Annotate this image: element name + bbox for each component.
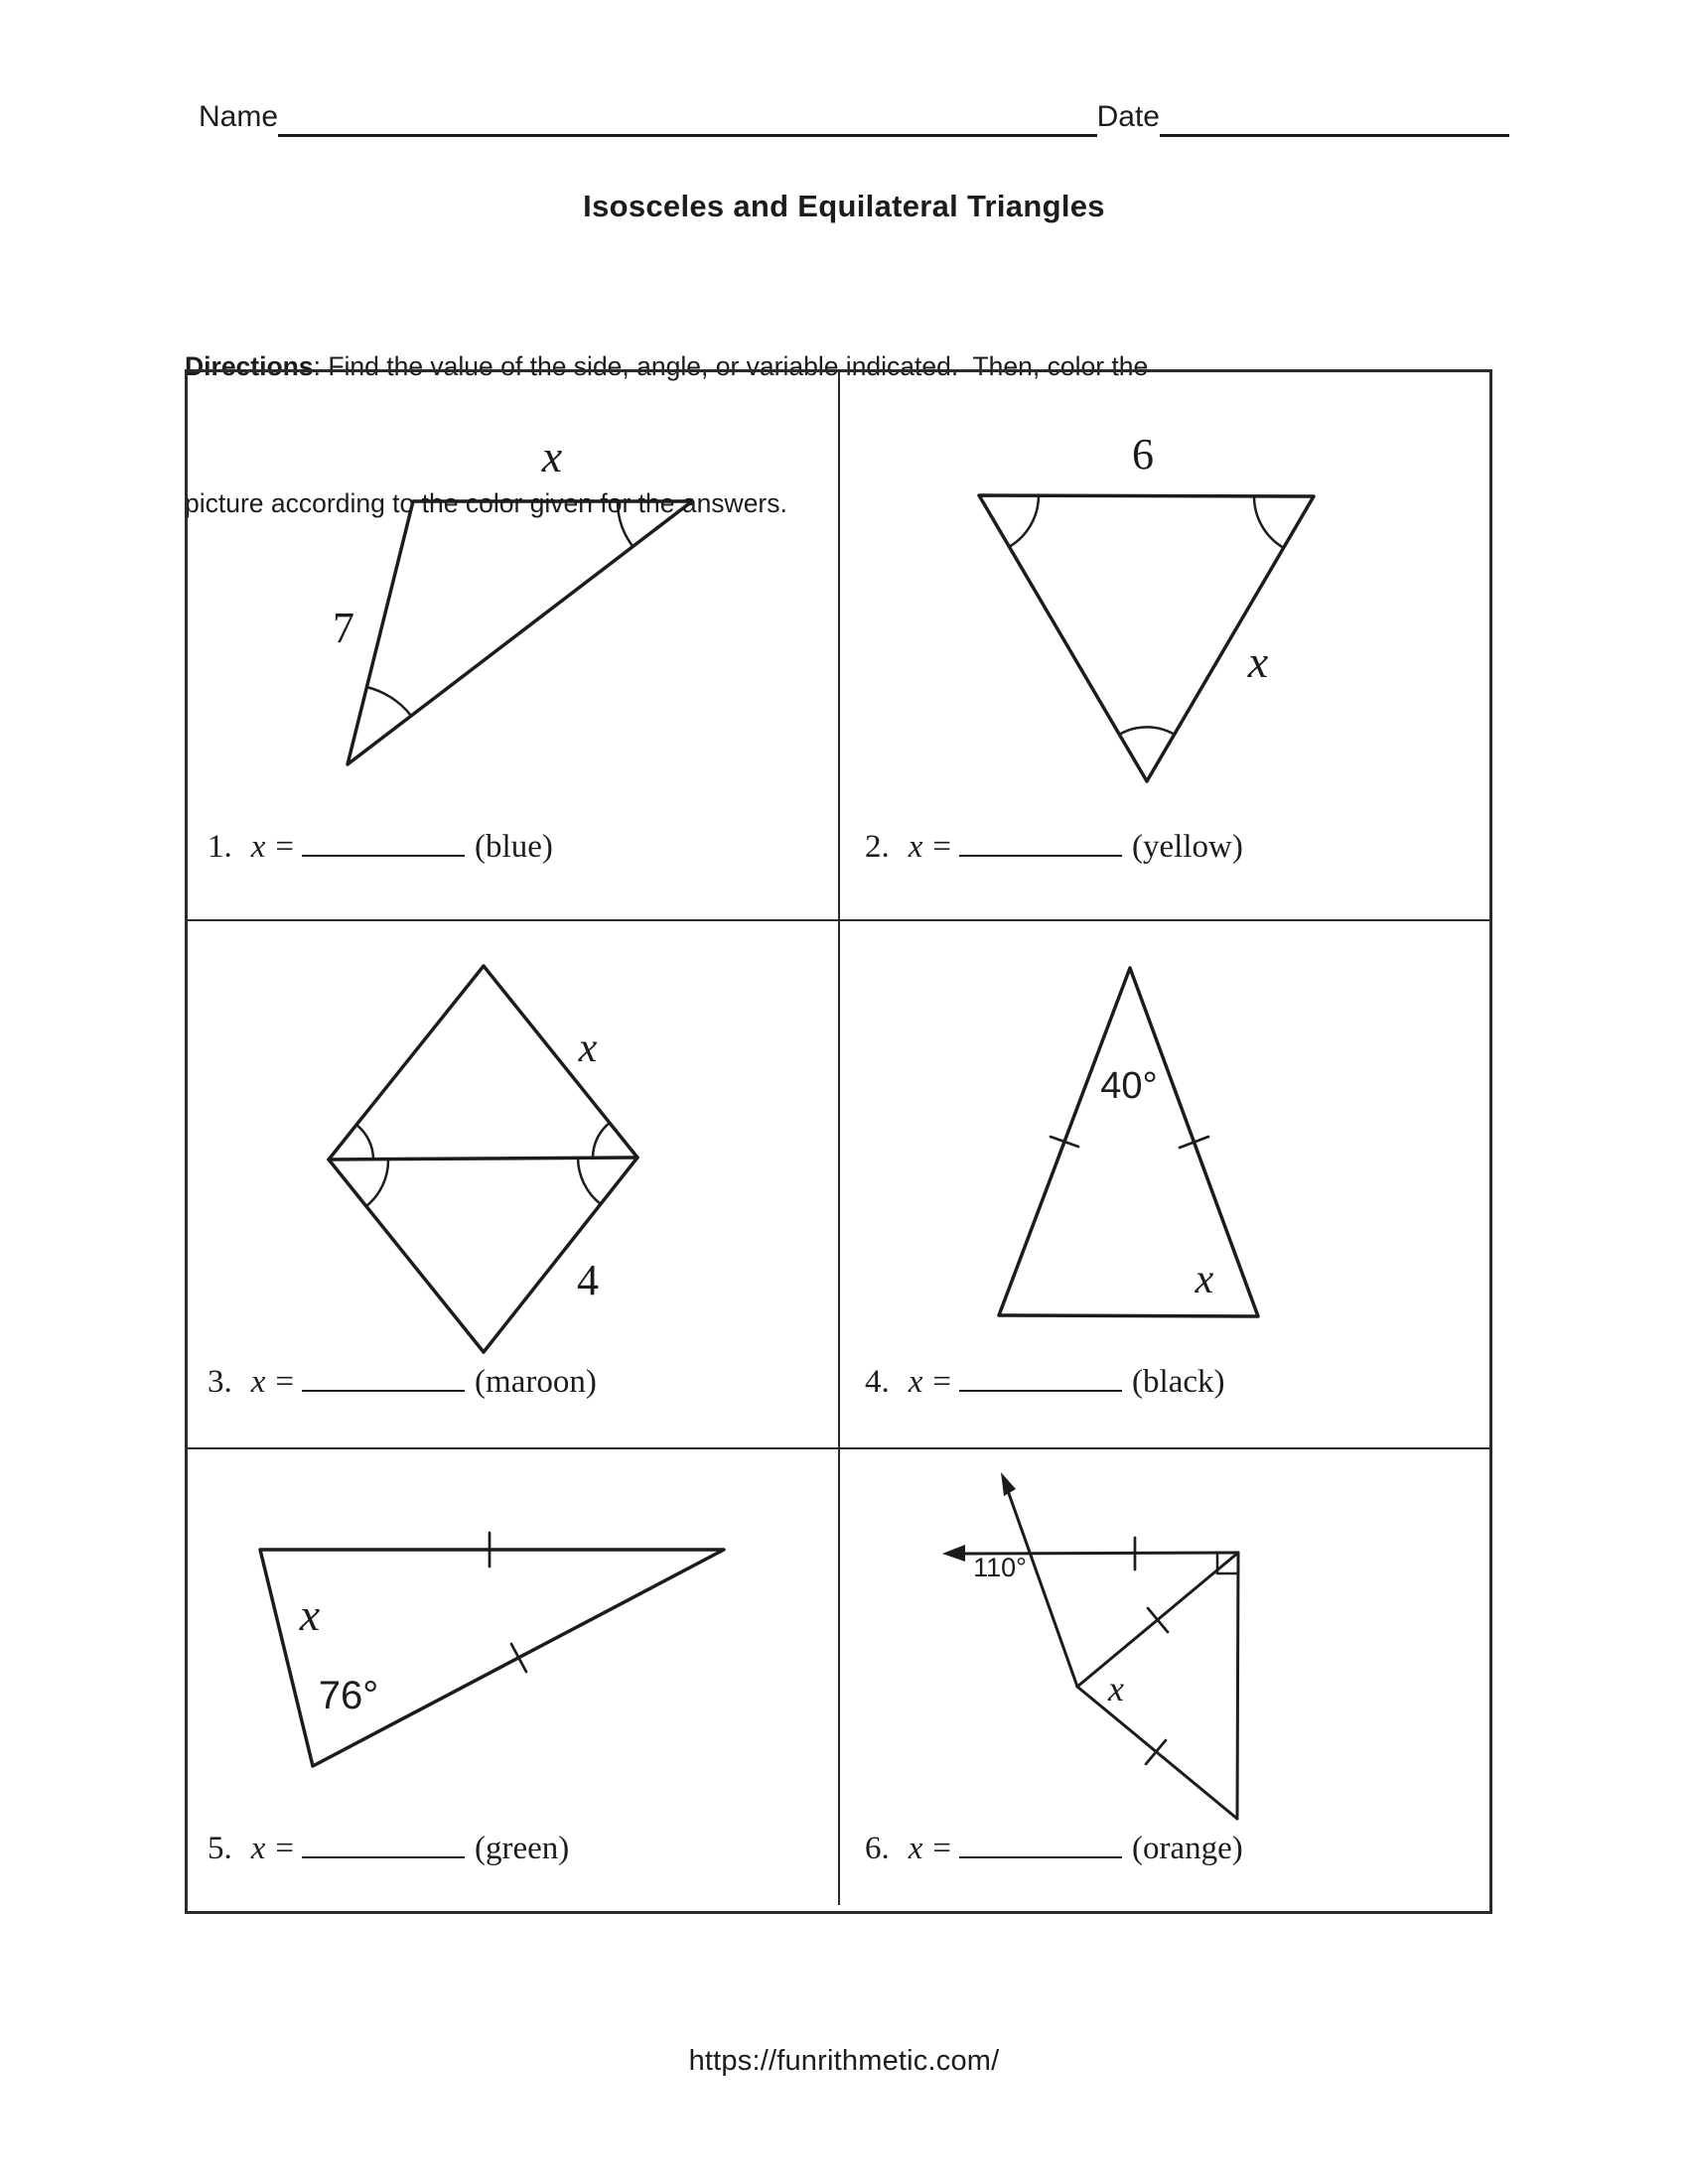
angle-arc-top-left — [1009, 495, 1039, 547]
equals-sign: = — [932, 1831, 952, 1866]
problem-3-answer-line — [208, 1364, 597, 1401]
answer-blank[interactable] — [302, 1846, 465, 1858]
exterior-angle-label: 110° — [973, 1553, 1027, 1582]
equals-sign: = — [275, 829, 295, 865]
problem-cell-4 — [840, 921, 1489, 1447]
answer-blank[interactable] — [302, 845, 465, 857]
date-blank[interactable] — [1160, 126, 1509, 137]
name-label: Name — [199, 100, 279, 133]
date-label: Date — [1096, 100, 1160, 133]
color-label: (green) — [475, 1831, 570, 1866]
color-label: (yellow) — [1132, 829, 1243, 865]
vertical-side — [1237, 1553, 1238, 1819]
angle-label-76: 76° — [318, 1674, 379, 1717]
problem-number: 6. — [865, 1831, 890, 1866]
side-label-x: x — [1247, 636, 1269, 687]
variable-x: x — [908, 1364, 923, 1400]
variable-x: x — [250, 829, 266, 865]
angle-arc-upper-right — [593, 1123, 610, 1158]
problem-cell-6 — [840, 1449, 1489, 1905]
problem-number: 3. — [208, 1364, 232, 1400]
problem-2-answer-line — [865, 829, 1243, 866]
problem-number: 5. — [208, 1831, 232, 1866]
side-label-x: x — [578, 1025, 598, 1071]
problem-4-answer-line — [865, 1364, 1224, 1401]
triangle-outline — [260, 1550, 724, 1766]
equals-sign: = — [275, 1364, 295, 1400]
problem-cell-1 — [188, 372, 840, 919]
angle-arc-upper-left — [356, 1125, 373, 1160]
problem-1-answer-line — [208, 829, 553, 866]
name-blank[interactable] — [278, 126, 1097, 137]
vertex-angle-label-x: x — [1108, 1669, 1124, 1708]
color-label: (maroon) — [475, 1364, 597, 1400]
directions-label: Directions — [185, 351, 314, 381]
triangle-outline — [348, 501, 692, 764]
tick-mark-diagonal — [1148, 1608, 1168, 1632]
left-arrowhead — [942, 1545, 965, 1562]
angle-arc-top-right — [618, 501, 633, 546]
variable-x: x — [908, 829, 923, 865]
page-title: Isosceles and Equilateral Triangles — [583, 189, 1105, 223]
directions-text: : Find the value of the side, angle, or variable indicated. Then, color the — [313, 351, 1149, 381]
angle-label-x: x — [299, 1589, 321, 1640]
problem-number: 4. — [865, 1364, 890, 1400]
equals-sign: = — [275, 1831, 295, 1866]
answer-blank[interactable] — [302, 1380, 465, 1392]
name-date-row — [199, 95, 1509, 139]
equals-sign: = — [932, 829, 952, 865]
grid-row-1 — [188, 372, 1489, 921]
variable-x: x — [908, 1831, 923, 1866]
angle-arc-bottom — [1119, 727, 1175, 735]
tick-mark-hypotenuse — [511, 1644, 526, 1672]
answer-blank[interactable] — [959, 845, 1122, 857]
lower-side — [1077, 1687, 1237, 1819]
problem-5-answer-line — [208, 1831, 569, 1867]
up-arrowhead — [1001, 1472, 1016, 1496]
base-angle-label-x: x — [1195, 1257, 1214, 1302]
directions-line2: picture according to the color given for the answers. — [185, 488, 787, 518]
apex-angle-label: 40° — [1100, 1065, 1158, 1107]
triangle-outline — [999, 968, 1258, 1316]
color-label: (orange) — [1132, 1831, 1243, 1866]
side-label-7: 7 — [333, 604, 354, 652]
answer-blank[interactable] — [959, 1380, 1122, 1392]
side-label-6: 6 — [1132, 430, 1154, 478]
problem-cell-3 — [188, 921, 840, 1447]
problem-6-answer-line — [865, 1831, 1243, 1867]
angle-arc-bottom — [366, 687, 411, 716]
grid-row-3 — [188, 1449, 1489, 1905]
side-label-x: x — [541, 431, 563, 481]
angle-arc-lower-left — [366, 1160, 388, 1206]
middle-segment — [329, 1158, 637, 1160]
variable-x: x — [250, 1364, 266, 1400]
color-label: (black) — [1132, 1364, 1225, 1400]
variable-x: x — [250, 1831, 266, 1866]
problems-grid — [185, 369, 1492, 1914]
problem-number: 1. — [208, 829, 232, 865]
grid-row-2 — [188, 921, 1489, 1449]
upward-ray — [1006, 1485, 1077, 1687]
answer-blank[interactable] — [959, 1846, 1122, 1858]
problem-cell-2 — [840, 372, 1489, 919]
problem-number: 2. — [865, 829, 890, 865]
side-label-4: 4 — [577, 1256, 599, 1304]
problem-cell-5 — [188, 1449, 840, 1905]
color-label: (blue) — [475, 829, 553, 865]
equals-sign: = — [932, 1364, 952, 1400]
footer-url: https://funrithmetic.com/ — [688, 2045, 1000, 2077]
angle-arc-lower-right — [578, 1158, 601, 1204]
angle-arc-top-right — [1254, 496, 1284, 548]
